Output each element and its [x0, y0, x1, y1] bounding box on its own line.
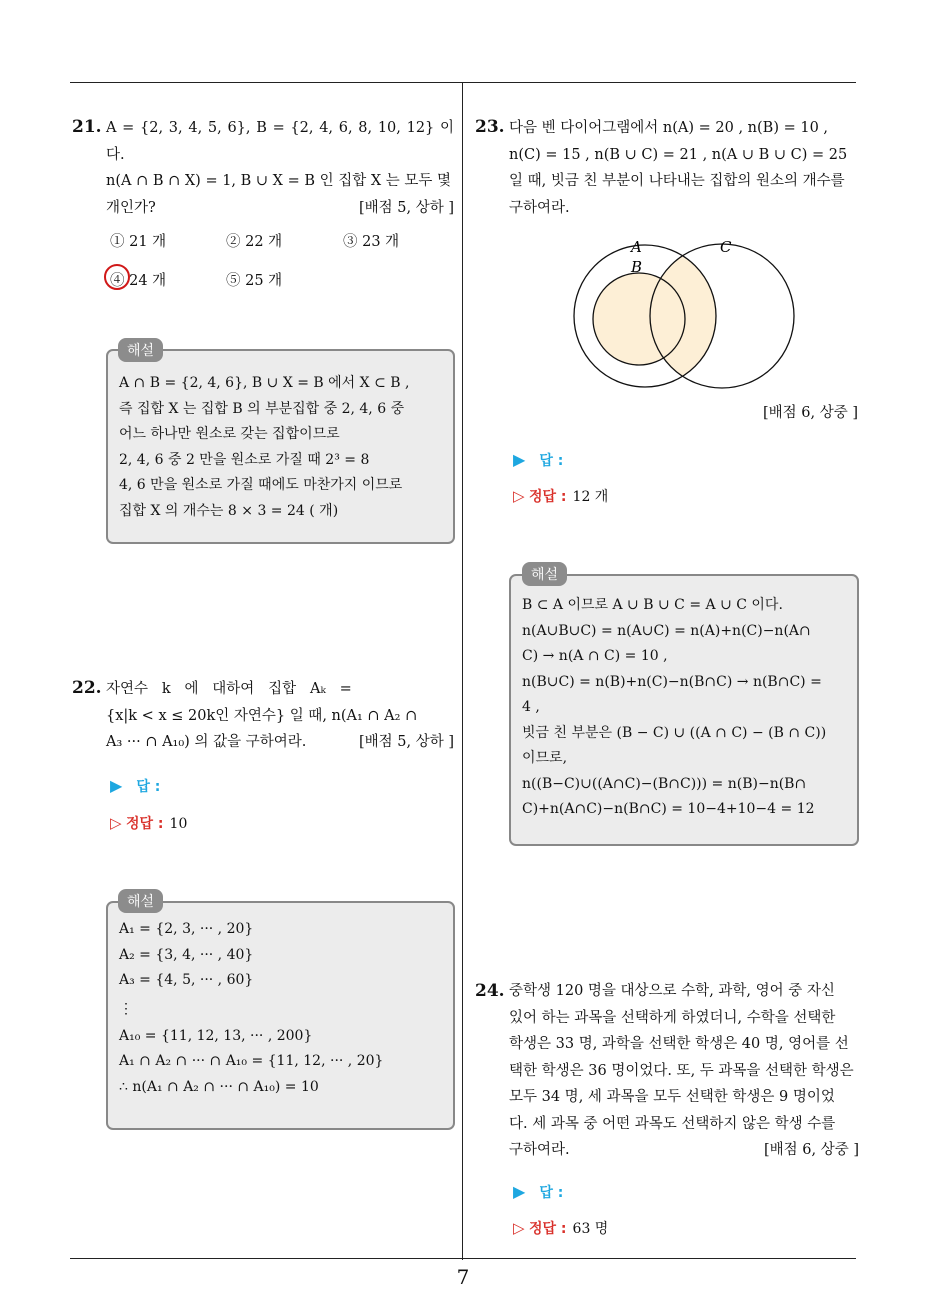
- choice-5[interactable]: ⑤ 25 개: [226, 273, 283, 289]
- explanation-box: B ⊂ A 이므로 A ∪ B ∪ C = A ∪ C 이다. n(A∪B∪C) = n(A∪C) = n(A)+n(C)−n(A∩ C) → n(A ∩ C) = 10 , n(B∪C) = n(B)+n(C)−n(B∩C) → n(B∩C) = 4 , 빗금 친 부분은 (B − C) ∪ ((A ∩ C) − (B ∩ C)) 이므로, n((B−C)∪((A∩C)−(B∩C))) = n(B)−n(B∩ C)+n(A∩C)−n(B∩C) = 10−4+10−4 = 12: [509, 574, 859, 846]
- venn-diagram: [560, 232, 810, 392]
- outline-triangle-icon: ▷: [513, 1219, 525, 1237]
- score: [배점 5, 상하 ]: [358, 734, 454, 750]
- page-number: 7: [456, 1265, 470, 1289]
- selected-answer-mark: [104, 264, 130, 290]
- top-rule: [70, 82, 856, 83]
- venn-label-b: B: [631, 258, 643, 276]
- answer-input-line[interactable]: ▶ 답 :: [513, 1182, 564, 1201]
- answer-input-line[interactable]: ▶ 답 :: [513, 450, 564, 469]
- correct-answer: ▷ 정답 : 63 명: [513, 1219, 609, 1237]
- correct-answer: ▷ 정답 : 10: [110, 814, 188, 832]
- column-divider: [462, 82, 463, 1260]
- score: [배점 6, 상중 ]: [762, 405, 858, 421]
- explanation-tag: 해설: [118, 889, 163, 913]
- venn-label-a: A: [631, 238, 642, 256]
- explanation-tag: 해설: [522, 562, 567, 586]
- score: [배점 5, 상하 ]: [358, 199, 454, 216]
- choice-2[interactable]: ② 22 개: [226, 234, 283, 250]
- bottom-rule: [70, 1258, 856, 1259]
- question-text: 자연수 k 에 대하여 집합 Aₖ = {x|k < x ≤ 20k인 자연수} 일 때, n(A₁ ∩ A₂ ∩ A₃ ··· ∩ A₁₀) 의 값을 구하여라. [배점 5, 상하 ]: [106, 676, 454, 756]
- question-number: 24.: [475, 981, 505, 1001]
- answer-input-line[interactable]: ▶ 답 :: [110, 776, 161, 795]
- question-text: A = {2, 3, 4, 5, 6}, B = {2, 4, 6, 8, 10, 12} 이다. n(A ∩ B ∩ X) = 1, B ∪ X = B 인 집합 X 는 모두 몇 개인가? [배점 5, 상하 ]: [106, 115, 454, 221]
- question-text: 중학생 120 명을 대상으로 수학, 과학, 영어 중 자신 있어 하는 과목을 선택하게 하였더니, 수학을 선택한 학생은 33 명, 과학을 선택한 학생은 40 명, 영어를 선 택한 학생은 36 명이었다. 또, 두 과목을 선택한 학생은 모두 34 명, 세 과목을 모두 선택한 학생은 9 명이었 다. 세 과목 중 어떤 과목도 선택하지 않은 학생 수를 구하여라. [배점 6, 상중 ]: [509, 978, 859, 1164]
- play-triangle-icon: ▶: [110, 776, 123, 795]
- correct-answer: ▷ 정답 : 12 개: [513, 487, 609, 505]
- explanation-box: A₁ = {2, 3, ··· , 20} A₂ = {3, 4, ··· , 40} A₃ = {4, 5, ··· , 60} ⋮ A₁₀ = {11, 12, 13, ··· , 200} A₁ ∩ A₂ ∩ ··· ∩ A₁₀ = {11, 12, ··· , 20} ∴ n(A₁ ∩ A₂ ∩ ··· ∩ A₁₀) = 10: [106, 901, 455, 1130]
- venn-label-c: C: [720, 238, 732, 256]
- question-number: 21.: [72, 117, 102, 137]
- question-text: 다음 벤 다이어그램에서 n(A) = 20 , n(B) = 10 , n(C) = 15 , n(B ∪ C) = 21 , n(A ∪ B ∪ C) = 25 일 때, 빗금 친 부분이 나타내는 집합의 원소의 개수를 구하여라.: [509, 120, 848, 216]
- choice-4[interactable]: ④ 24 개: [110, 273, 167, 289]
- outline-triangle-icon: ▷: [110, 814, 122, 832]
- play-triangle-icon: ▶: [513, 1182, 526, 1201]
- question-number: 22.: [72, 678, 102, 698]
- choice-1[interactable]: ① 21 개: [110, 234, 167, 250]
- play-triangle-icon: ▶: [513, 450, 526, 469]
- score: [배점 6, 상중 ]: [763, 1142, 859, 1158]
- outline-triangle-icon: ▷: [513, 487, 525, 505]
- explanation-tag: 해설: [118, 338, 163, 362]
- question-number: 23.: [475, 117, 505, 137]
- choice-3[interactable]: ③ 23 개: [343, 234, 400, 250]
- explanation-box: A ∩ B = {2, 4, 6}, B ∪ X = B 에서 X ⊂ B , 즉 집합 X 는 집합 B 의 부분집합 중 2, 4, 6 중 어느 하나만 원소로 갖는 집합이므로 2, 4, 6 중 2 만을 원소로 가질 때 2³ = 8 4, 6 만을 원소로 가질 때에도 마찬가지 이므로 집합 X 의 개수는 8 × 3 = 24 ( 개): [106, 349, 455, 544]
